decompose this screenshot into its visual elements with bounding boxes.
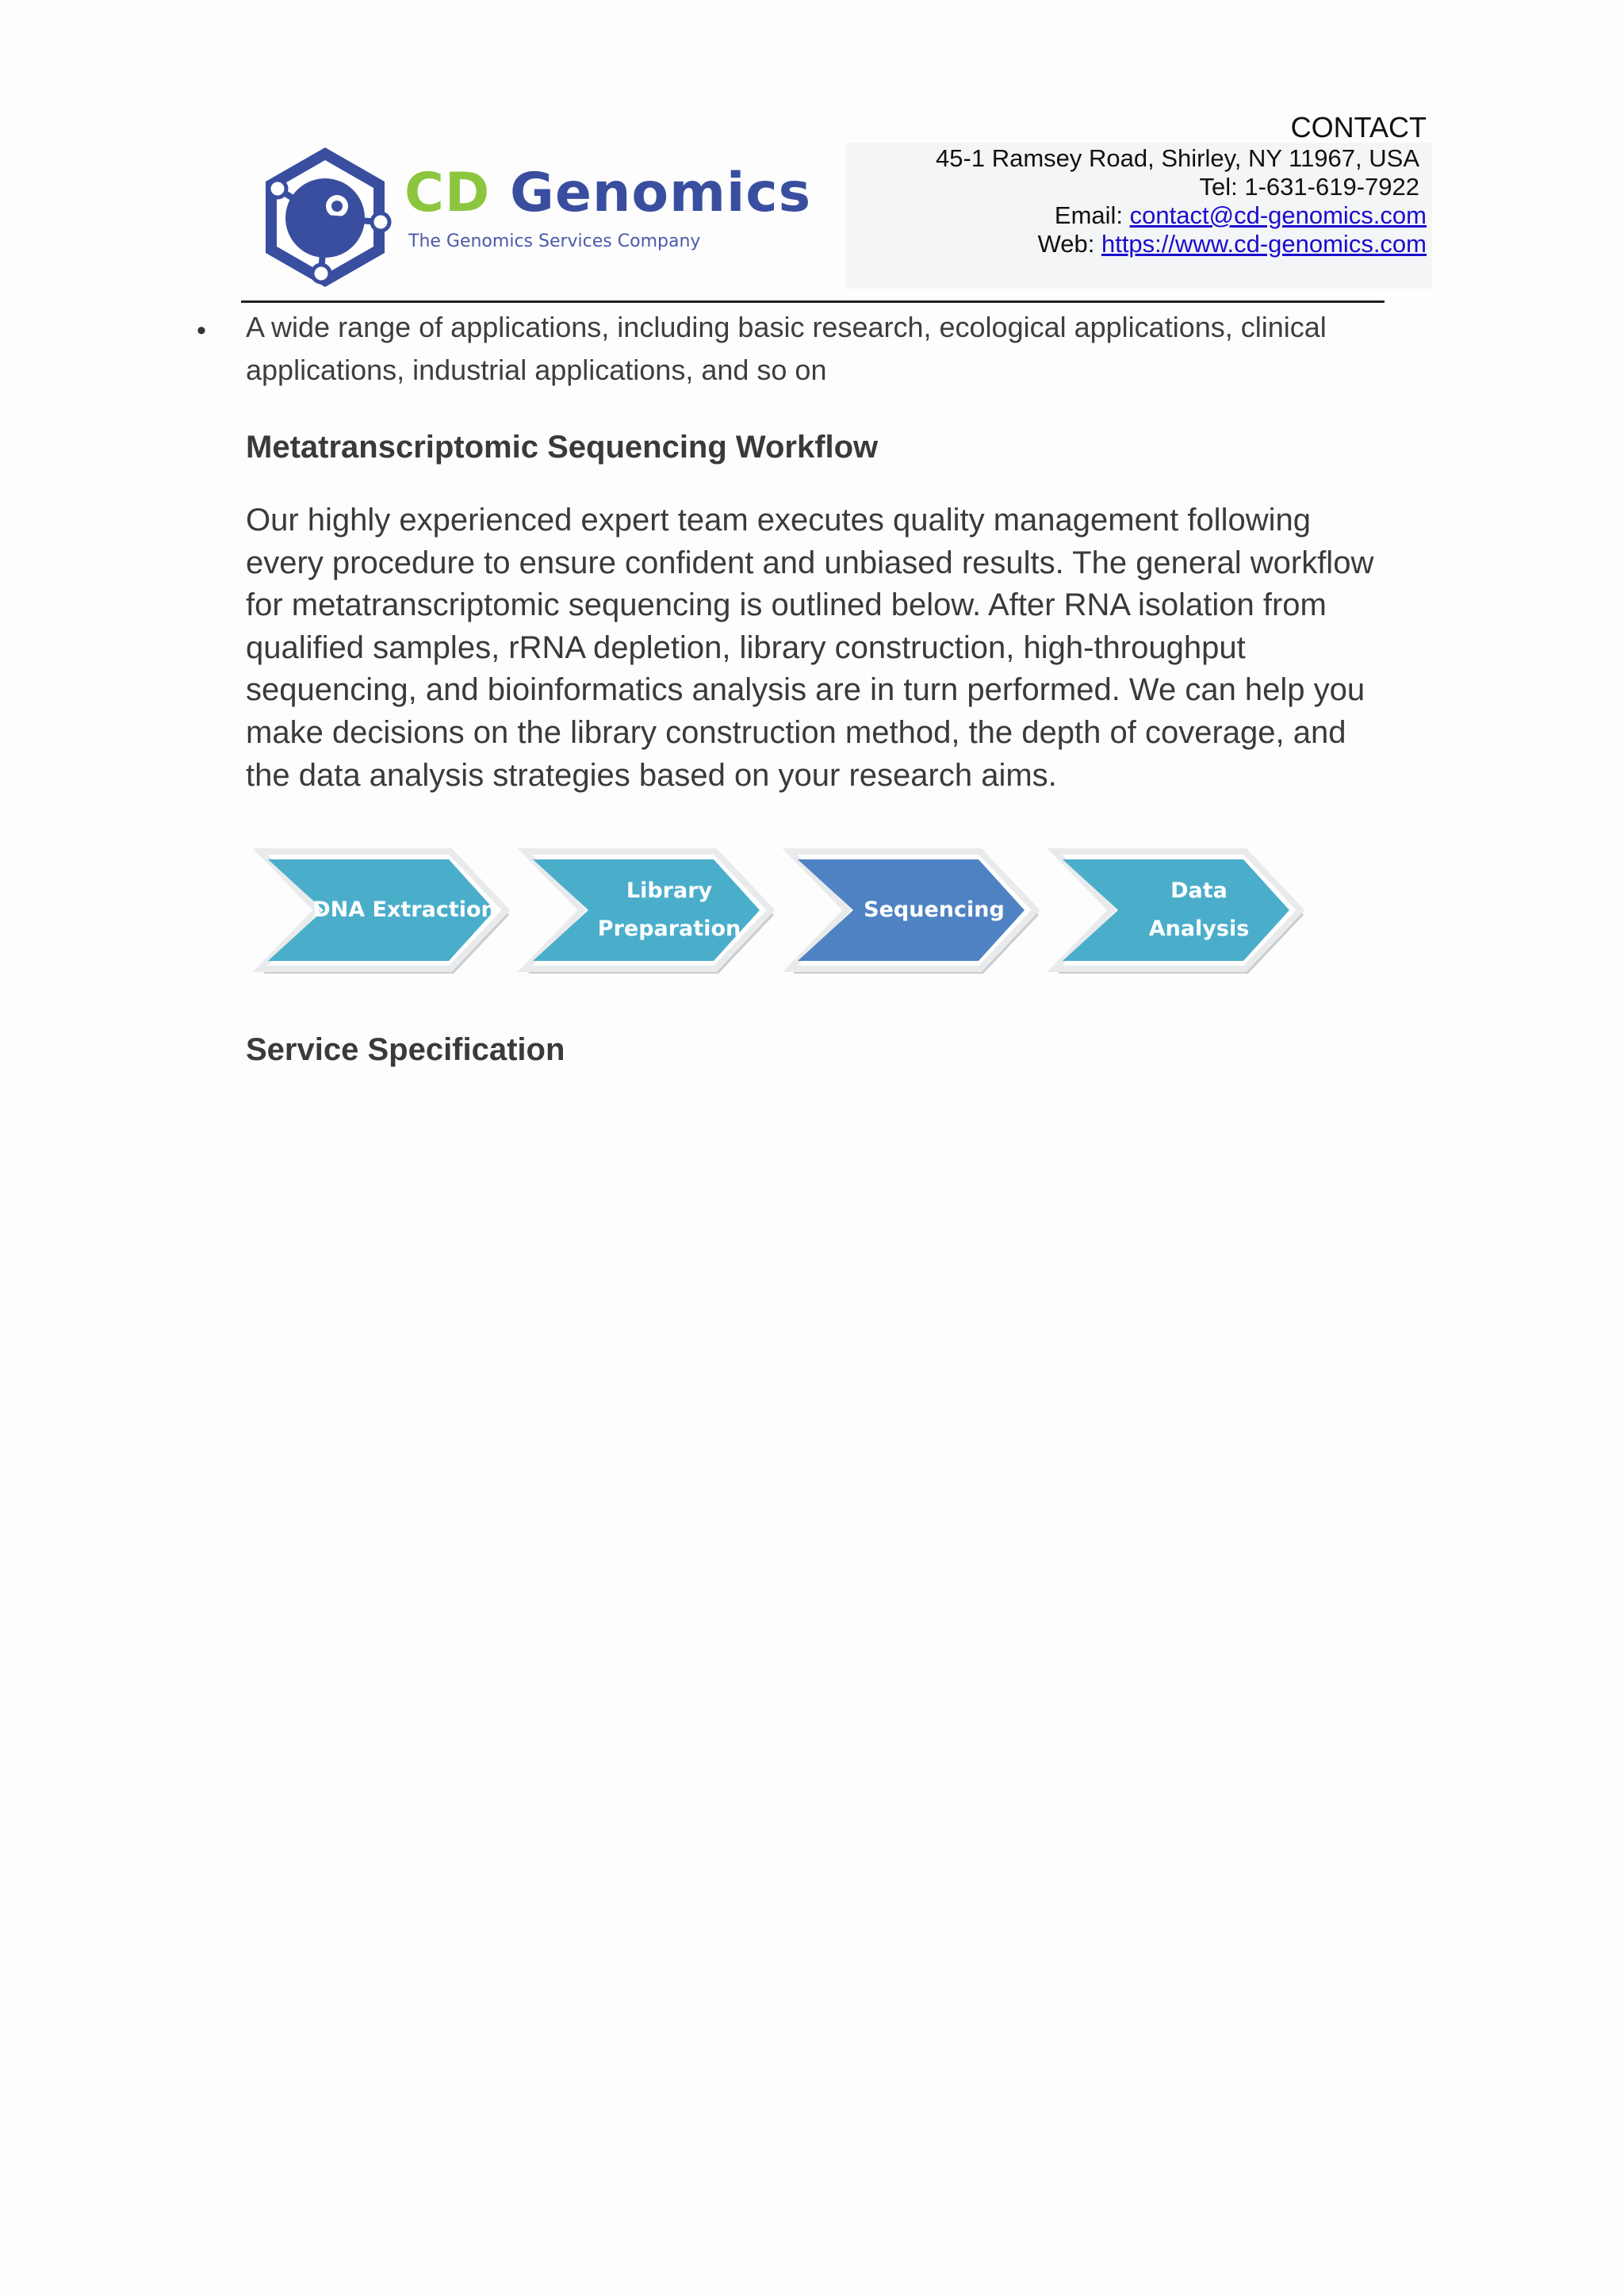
- workflow-diagram: [254, 848, 1364, 975]
- workflow-paragraph: Our highly experienced expert team executes quality management following every procedure to ensure confident and unbiased results. The general workflow for metatranscriptomic sequencing is outlined below. After RNA isolation from qualified samples, rRNA depletion, library construction, high-throughput sequencing, and bioinformatics analysis are in turn performed. We can help you make decisions on the library construction method, the depth of coverage, and the data analysis strategies based on your research aims.: [246, 503, 1374, 793]
- contact-email-line: [1055, 203, 1427, 228]
- workflow-step-library-preparation: [550, 848, 788, 972]
- contact-address: 45-1 Ramsey Road, Shirley, NY 11967, USA: [936, 144, 1419, 172]
- logo-tagline: The Genomics Services Company: [408, 232, 701, 251]
- step-2-line2: Preparation: [597, 916, 741, 941]
- step-1-line1: DNA Extraction: [312, 897, 496, 922]
- company-logo: [258, 143, 812, 293]
- contact-web-link[interactable]: https://www.cd-genomics.com: [1101, 230, 1427, 258]
- contact-email-label: Email:: [1054, 201, 1130, 229]
- applications-bullet: A wide range of applications, including basic research, ecological applications, clinical applications, industrial applications, and so on: [246, 311, 1327, 386]
- contact-tel: Tel: 1-631-619-7922: [1199, 173, 1419, 201]
- contact-web-label: Web:: [1037, 230, 1101, 258]
- step-2-line1: Library: [626, 878, 713, 903]
- step-3-line1: Sequencing: [864, 897, 1005, 922]
- service-spec-title: Service Specification: [246, 1032, 565, 1067]
- contact-heading: CONTACT: [1290, 111, 1427, 144]
- logo-title: [404, 162, 812, 224]
- contact-web-line: [1038, 232, 1427, 256]
- step-4-line1: Data: [1170, 878, 1228, 903]
- step-4-line2: Analysis: [1148, 916, 1250, 941]
- workflow-section-title: Metatranscriptomic Sequencing Workflow: [246, 430, 879, 465]
- contact-email-link[interactable]: contact@cd-genomics.com: [1129, 201, 1427, 229]
- bullet-marker: •: [197, 316, 206, 346]
- hexagon-molecule-icon: [258, 143, 393, 293]
- workflow-step-dna-extraction: [285, 848, 523, 972]
- workflow-step-sequencing: [815, 848, 1053, 972]
- logo-title-genomics: Genomics: [510, 162, 812, 224]
- logo-title-cd: CD: [404, 162, 491, 224]
- header-divider: [241, 300, 1385, 303]
- workflow-step-data-analysis: [1080, 848, 1318, 972]
